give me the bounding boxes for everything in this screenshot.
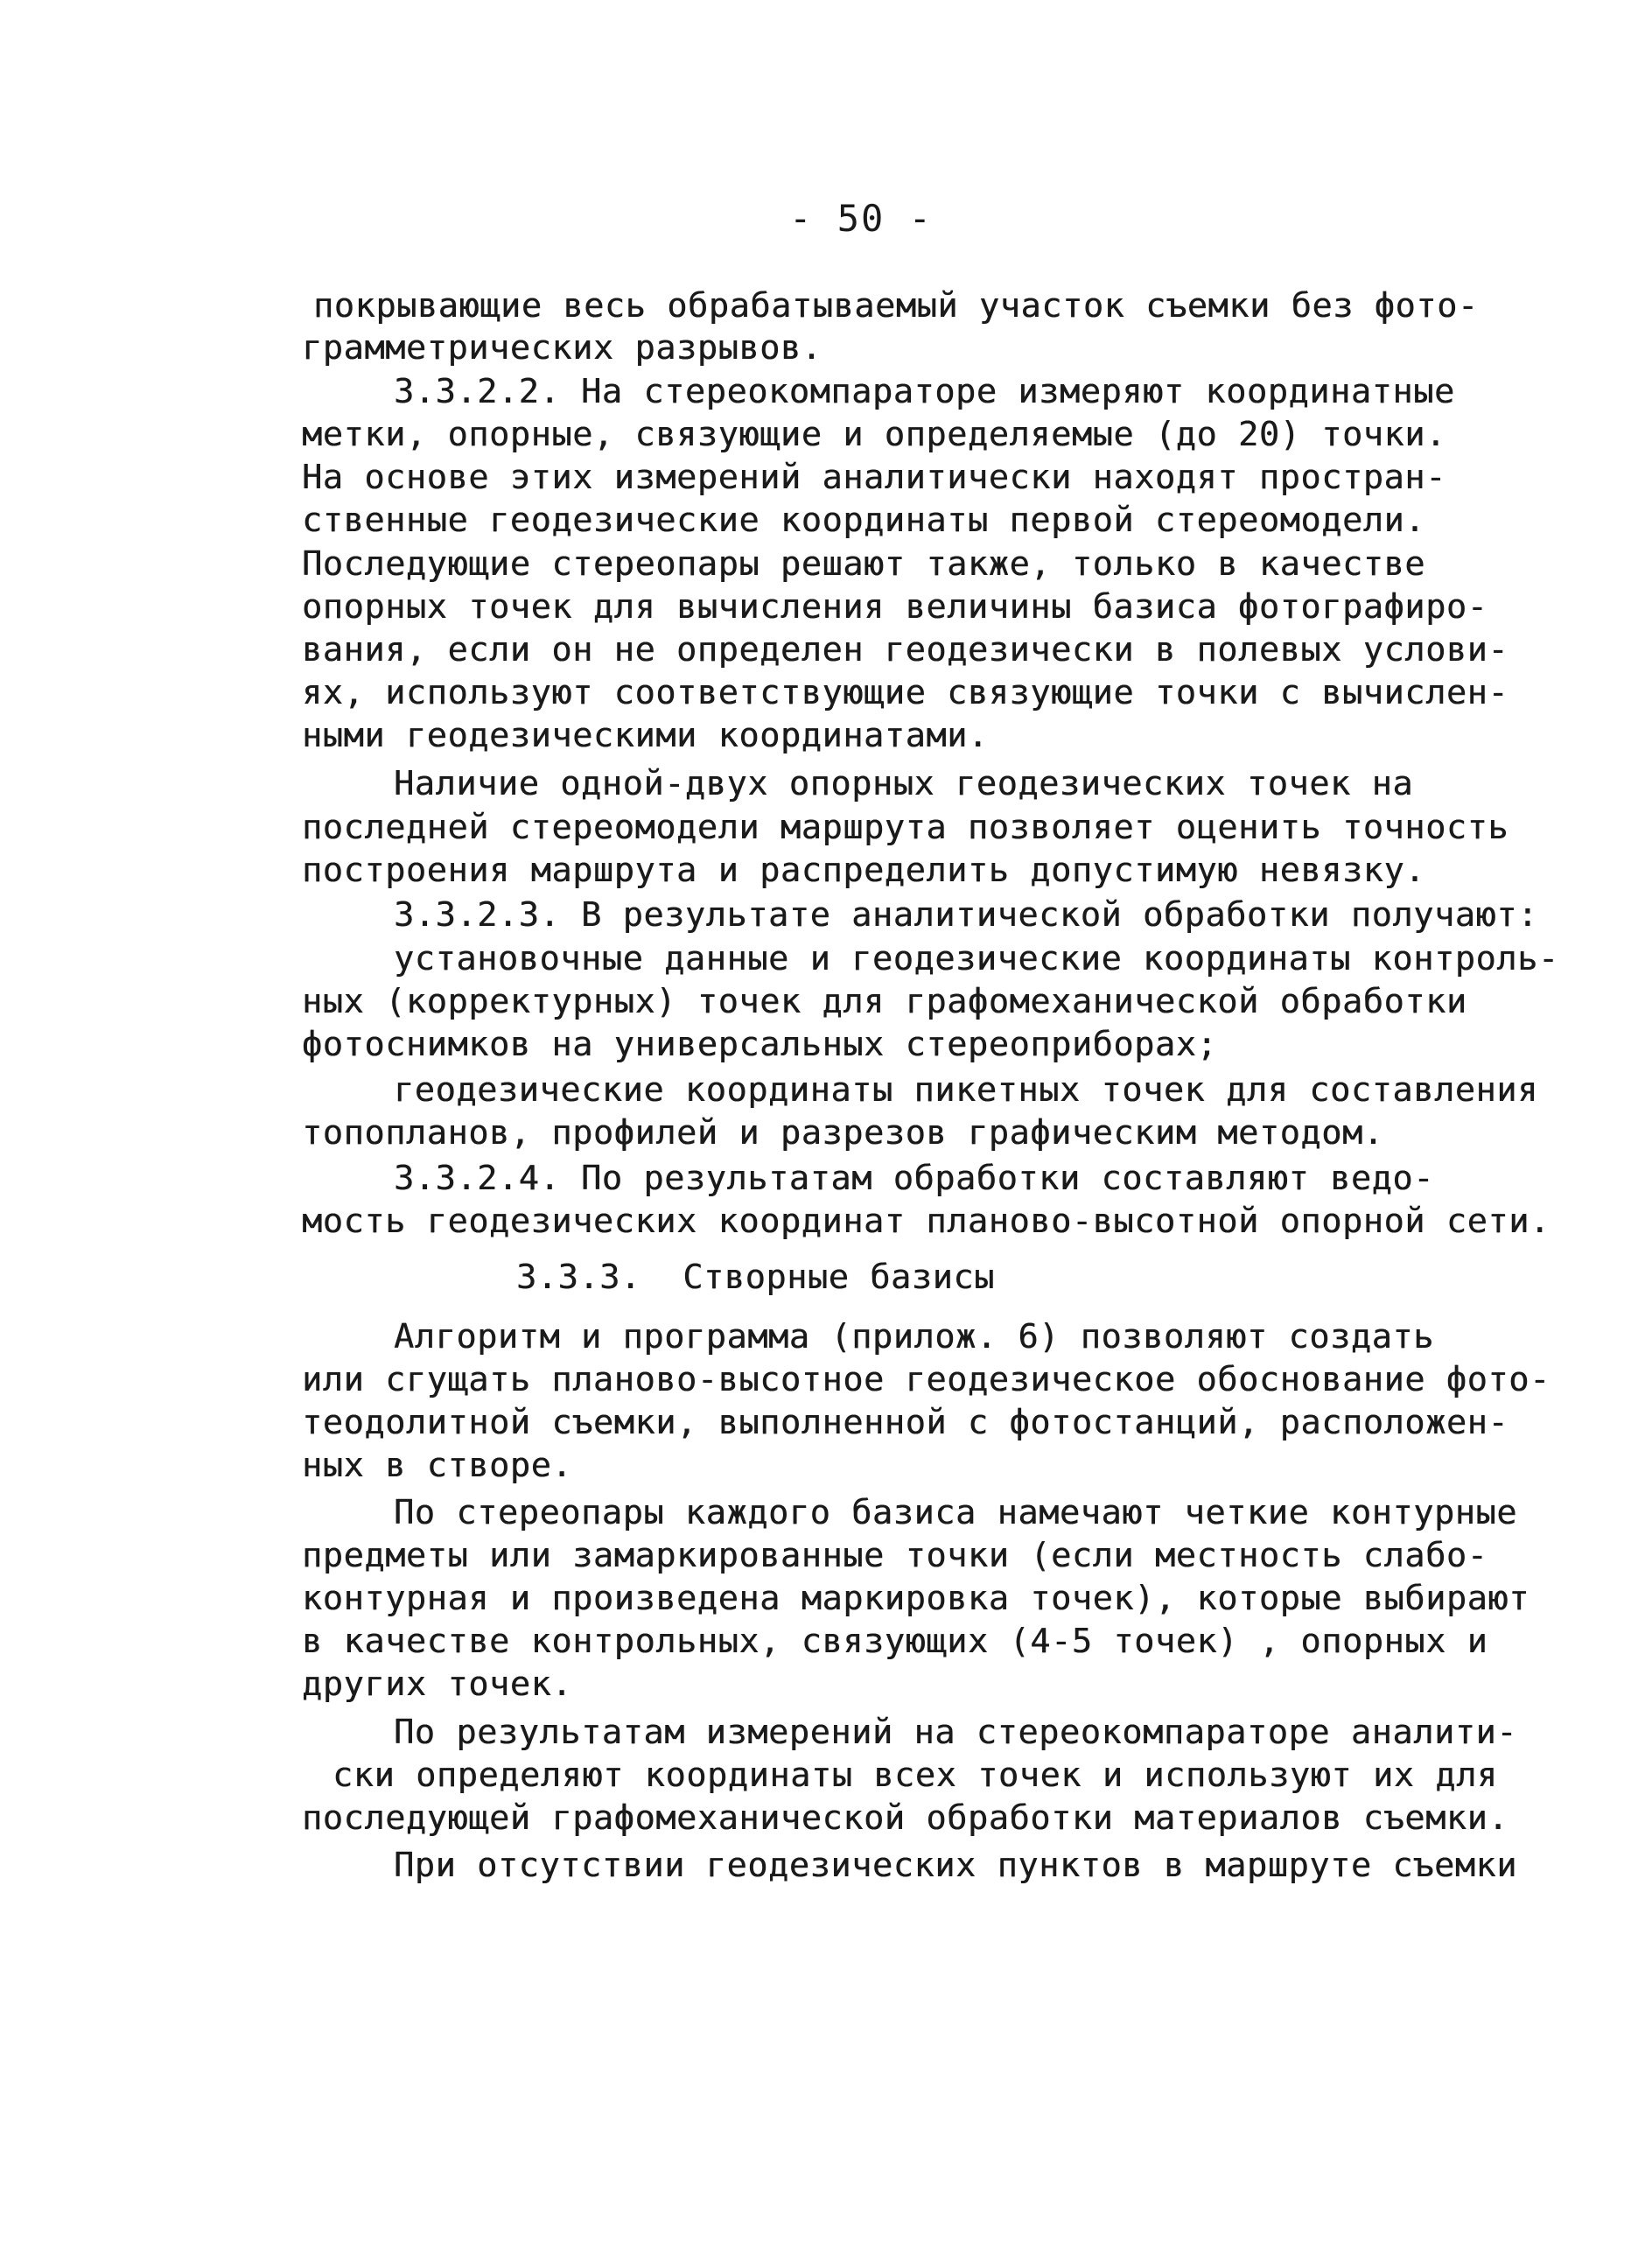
text-line: ственные геодезические координаты первой стереомодели. xyxy=(302,501,1426,540)
text-line: предметы или замаркированные точки (если местность слабо- xyxy=(302,1536,1488,1575)
text-line: ными геодезическими координатами. xyxy=(302,716,989,755)
text-line: ных (корректурных) точек для графомеханической обработки xyxy=(302,982,1467,1021)
text-line: ях, используют соответствующие связующие точки с вычислен- xyxy=(302,673,1509,712)
text-line: геодезические координаты пикетных точек для составления xyxy=(394,1070,1538,1110)
text-line: опорных точек для вычисления величины базиса фотографиро- xyxy=(302,587,1488,627)
text-line: построения маршрута и распределить допустимую невязку. xyxy=(302,851,1426,890)
text-line: последней стереомодели маршрута позволяет оценить точность xyxy=(302,808,1509,847)
text-line: или сгущать планово-высотное геодезическое обоснование фото- xyxy=(302,1360,1550,1399)
text-line: 3.3.2.2. На стереокомпараторе измеряют координатные xyxy=(394,372,1455,411)
text-line: теодолитной съемки, выполненной с фотостанций, расположен- xyxy=(302,1403,1509,1442)
text-line: метки, опорные, связующие и определяемые (до 20) точки. xyxy=(302,415,1446,454)
text-line: грамметрических разрывов. xyxy=(302,328,822,368)
text-line: фотоснимков на универсальных стереоприборах; xyxy=(302,1025,1218,1064)
text-line: По результатам измерений на стереокомпараторе аналити- xyxy=(394,1713,1518,1752)
text-line: установочные данные и геодезические координаты контроль- xyxy=(394,939,1559,978)
text-line: вания, если он не определен геодезически в полевых услови- xyxy=(302,630,1509,669)
text-line: последующей графомеханической обработки материалов съемки. xyxy=(302,1798,1509,1838)
text-line: Последующие стереопары решают также, только в качестве xyxy=(302,544,1426,584)
text-line: На основе этих измерений аналитически находят простран- xyxy=(302,458,1446,497)
text-line: Наличие одной-двух опорных геодезических точек на xyxy=(394,764,1414,803)
text-line: 3.3.2.3. В результате аналитической обработки получают: xyxy=(394,895,1538,935)
text-line: контурная и произведена маркировка точек), которые выбирают xyxy=(302,1579,1530,1618)
text-line: топопланов, профилей и разрезов графическим методом. xyxy=(302,1113,1384,1153)
text-line: По стереопары каждого базиса намечают четкие контурные xyxy=(394,1493,1518,1532)
text-line: ски определяют координаты всех точек и используют их для xyxy=(332,1756,1498,1795)
section-heading: 3.3.3. Створные базисы xyxy=(516,1258,995,1297)
text-line: При отсутствии геодезических пунктов в маршруте съемки xyxy=(394,1846,1518,1885)
text-line: покрывающие весь обрабатываемый участок съемки без фото- xyxy=(313,286,1479,326)
text-line: в качестве контрольных, связующих (4-5 точек) , опорных и xyxy=(302,1622,1488,1661)
page-number: - 50 - xyxy=(789,197,933,240)
text-line: 3.3.2.4. По результатам обработки составляют ведо- xyxy=(394,1159,1434,1198)
text-line: Алгоритм и программа (прилож. 6) позволяют создать xyxy=(394,1317,1434,1356)
text-line: ных в створе. xyxy=(302,1446,573,1485)
text-line: мость геодезических координат планово-высотной опорной сети. xyxy=(302,1202,1550,1241)
text-line: других точек. xyxy=(302,1665,573,1704)
